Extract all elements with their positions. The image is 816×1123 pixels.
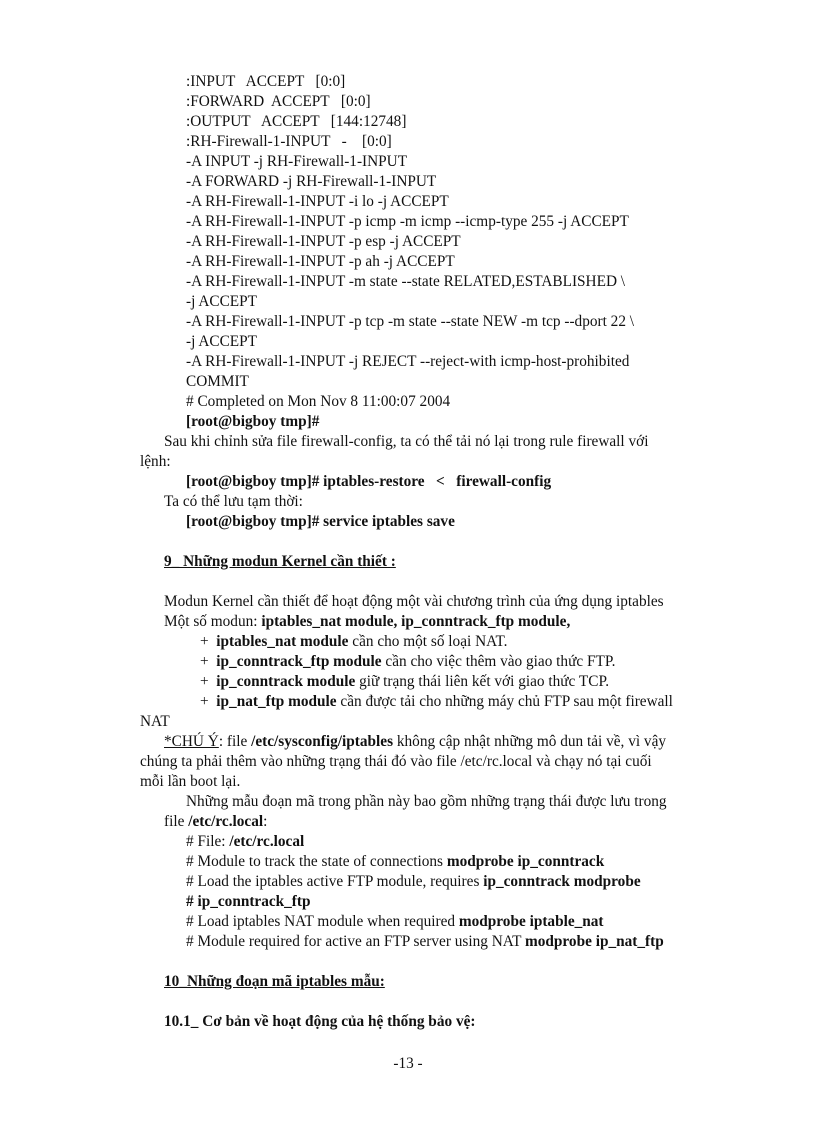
module-bullet: + ip_conntrack module giữ trạng thái liên kết với giao thức TCP.	[200, 673, 610, 690]
config-line: -j ACCEPT	[186, 333, 257, 350]
note-line: mỗi lần boot lại.	[140, 773, 241, 790]
rc-line: # ip_conntrack_ftp	[186, 893, 311, 910]
config-line: :RH-Firewall-1-INPUT - [0:0]	[186, 133, 392, 150]
restore-command: [root@bigboy tmp]# iptables-restore < firewall-config	[186, 473, 552, 490]
section-heading-9: 9_ Những modun Kernel cần thiết :	[164, 553, 396, 570]
save-command: [root@bigboy tmp]# service iptables save	[186, 513, 455, 530]
config-line: # Completed on Mon Nov 8 11:00:07 2004	[186, 393, 451, 410]
module-bullet-wrap: NAT	[140, 713, 170, 730]
config-line: -A RH-Firewall-1-INPUT -i lo -j ACCEPT	[186, 193, 449, 210]
note-line: chúng ta phải thêm vào những trạng thái đó vào file /etc/rc.local và chạy nó tại cuối	[140, 753, 652, 770]
modules-list-line: Một số modun: iptables_nat module, ip_conntrack_ftp module,	[164, 613, 571, 630]
config-line: -j ACCEPT	[186, 293, 257, 310]
restore-intro: Sau khi chỉnh sửa file firewall-config, ta có thể tải nó lại trong rule firewall với	[164, 433, 649, 450]
module-bullet: + ip_nat_ftp module cần được tải cho những máy chủ FTP sau một firewall	[200, 693, 673, 710]
sample-intro-wrap: file /etc/rc.local:	[164, 813, 268, 830]
config-line: -A RH-Firewall-1-INPUT -j REJECT --reject-with icmp-host-prohibited	[186, 353, 630, 370]
config-line: :FORWARD ACCEPT [0:0]	[186, 93, 371, 110]
section-heading-10-1: 10.1_ Cơ bản về hoạt động của hệ thống bảo vệ:	[164, 1013, 476, 1030]
note-line: *CHÚ Ý: file /etc/sysconfig/iptables không cập nhật những mô dun tải về, vì vậy	[164, 733, 667, 750]
config-line: -A FORWARD -j RH-Firewall-1-INPUT	[186, 173, 437, 190]
config-line: :OUTPUT ACCEPT [144:12748]	[186, 113, 407, 130]
page-number: -13 -	[393, 1055, 423, 1072]
note-label: *CHÚ Ý	[164, 733, 219, 750]
rc-line: # Module to track the state of connections modprobe ip_conntrack	[186, 853, 605, 870]
sample-intro: Những mẫu đoạn mã trong phần này bao gồm những trạng thái được lưu trong	[186, 793, 667, 810]
rc-line: # File: /etc/rc.local	[186, 833, 305, 850]
save-intro: Ta có thể lưu tạm thời:	[164, 493, 303, 510]
section-heading-10: 10_Những đoạn mã iptables mẫu:	[164, 973, 385, 990]
config-line: -A RH-Firewall-1-INPUT -p esp -j ACCEPT	[186, 233, 461, 250]
config-line: -A RH-Firewall-1-INPUT -p icmp -m icmp --icmp-type 255 -j ACCEPT	[186, 213, 629, 230]
rc-line: # Module required for active an FTP server using NAT modprobe ip_nat_ftp	[186, 933, 664, 950]
rc-line: # Load the iptables active FTP module, requires ip_conntrack modprobe	[186, 873, 641, 890]
modules-intro: Modun Kernel cần thiết để hoạt động một vài chương trình của ứng dụng iptables	[164, 593, 664, 610]
config-line: :INPUT ACCEPT [0:0]	[186, 73, 346, 90]
module-bullet: + iptables_nat module cần cho một số loại NAT.	[200, 633, 508, 650]
root-prompt: [root@bigboy tmp]#	[186, 413, 320, 430]
config-line: -A RH-Firewall-1-INPUT -p tcp -m state --state NEW -m tcp --dport 22 \	[186, 313, 635, 330]
config-line: -A RH-Firewall-1-INPUT -p ah -j ACCEPT	[186, 253, 455, 270]
config-line: -A INPUT -j RH-Firewall-1-INPUT	[186, 153, 408, 170]
config-line: COMMIT	[186, 373, 249, 390]
restore-intro-wrap: lệnh:	[140, 453, 171, 470]
config-line: -A RH-Firewall-1-INPUT -m state --state RELATED,ESTABLISHED \	[186, 273, 626, 290]
module-bullet: + ip_conntrack_ftp module cần cho việc thêm vào giao thức FTP.	[200, 653, 616, 670]
rc-line: # Load iptables NAT module when required modprobe iptable_nat	[186, 913, 604, 930]
